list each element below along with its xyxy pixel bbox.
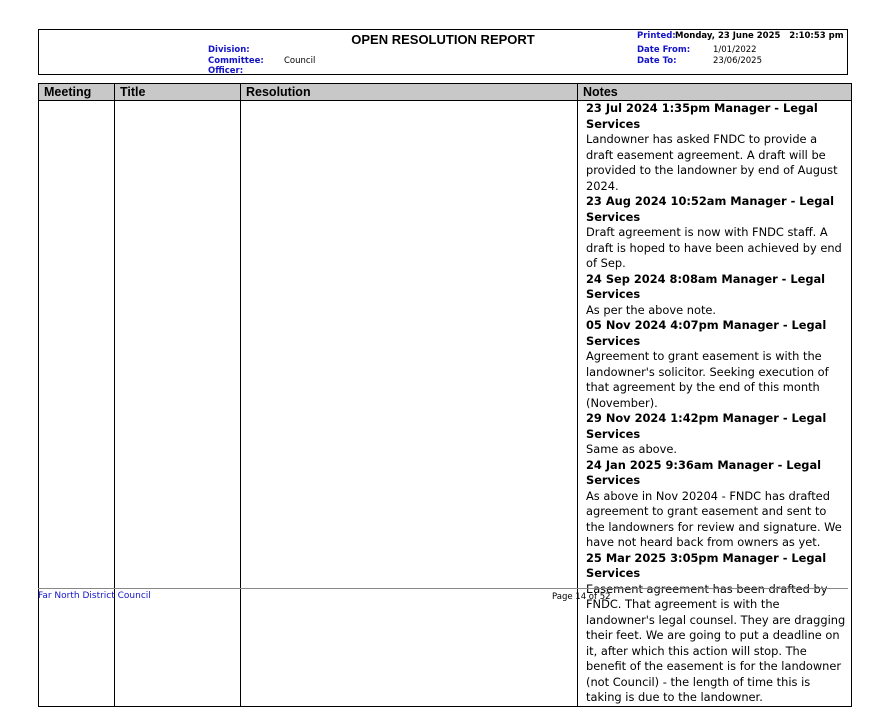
- note-entry: [586, 272, 846, 319]
- note-body: Draft agreement is now with FNDC staff. A draft is hoped to have been achieved by end of Sep.: [586, 225, 842, 270]
- printed-label: Printed:: [637, 31, 676, 41]
- note-body: Landowner has asked FNDC to provide a draft easement agreement. A draft will be provided to the landowner by end of August 2024.: [586, 132, 838, 193]
- report-title: OPEN RESOLUTION REPORT: [351, 32, 535, 47]
- column-header-meeting: Meeting: [39, 84, 115, 101]
- title-cell: [115, 101, 241, 707]
- printed-value: Monday, 23 June 2025 2:10:53 pm: [675, 31, 844, 41]
- resolution-table: [38, 83, 852, 707]
- division-label: Division:: [208, 45, 250, 55]
- footer-organisation: Far North District Council: [38, 591, 151, 601]
- table-row: [39, 101, 852, 707]
- note-entry: [586, 411, 846, 458]
- date-from-label: Date From:: [637, 45, 691, 55]
- note-entry: [586, 551, 846, 706]
- footer-divider: [38, 588, 848, 589]
- note-heading: 25 Mar 2025 3:05pm Manager - Legal Services: [586, 550, 827, 580]
- officer-label: Officer:: [208, 66, 244, 76]
- note-heading: 05 Nov 2024 4:07pm Manager - Legal Services: [586, 318, 827, 348]
- column-header-title: Title: [115, 84, 241, 101]
- column-header-notes: Notes: [578, 84, 852, 101]
- meeting-cell: [39, 101, 115, 707]
- note-body: Same as above.: [586, 442, 678, 456]
- date-to-label: Date To:: [637, 56, 677, 66]
- notes-cell: [578, 101, 852, 707]
- column-header-resolution: Resolution: [241, 84, 578, 101]
- note-entry: [586, 458, 846, 551]
- note-heading: 23 Aug 2024 10:52am Manager - Legal Services: [586, 194, 835, 224]
- note-heading: 23 Jul 2024 1:35pm Manager - Legal Services: [586, 101, 818, 131]
- date-from-value: 1/01/2022: [713, 45, 757, 55]
- table-header-row: [39, 84, 852, 101]
- date-to-value: 23/06/2025: [713, 56, 762, 66]
- note-body: Agreement to grant easement is with the landowner's solicitor. Seeking execution of that agreement by the end of this month (November).: [586, 349, 829, 410]
- note-entry: [586, 194, 846, 272]
- note-body: Easement agreement has been drafted by FNDC. That agreement is with the landowner's legal counsel. They are dragging their feet. We are going to put a deadline on it, after which this action will stop. The benefit of the easement is for the landowner (not Council) - the length of time this is taking is due to the landowner.: [586, 581, 846, 704]
- note-heading: 29 Nov 2024 1:42pm Manager - Legal Services: [586, 411, 827, 441]
- resolution-cell: [241, 101, 578, 707]
- note-entry: [586, 101, 846, 194]
- note-body: As above in Nov 20204 - FNDC has drafted agreement to grant easement and sent to the landowners for review and signature. We have not heard back from owners as yet.: [586, 488, 842, 549]
- note-heading: 24 Sep 2024 8:08am Manager - Legal Services: [586, 271, 826, 301]
- committee-label: Committee:: [208, 56, 264, 66]
- note-heading: 24 Jan 2025 9:36am Manager - Legal Services: [586, 457, 822, 487]
- page-number: Page 14 of 52: [552, 592, 611, 602]
- note-body: As per the above note.: [586, 302, 717, 317]
- note-entry: [586, 318, 846, 411]
- report-header: [38, 29, 848, 75]
- committee-value: Council: [284, 56, 316, 66]
